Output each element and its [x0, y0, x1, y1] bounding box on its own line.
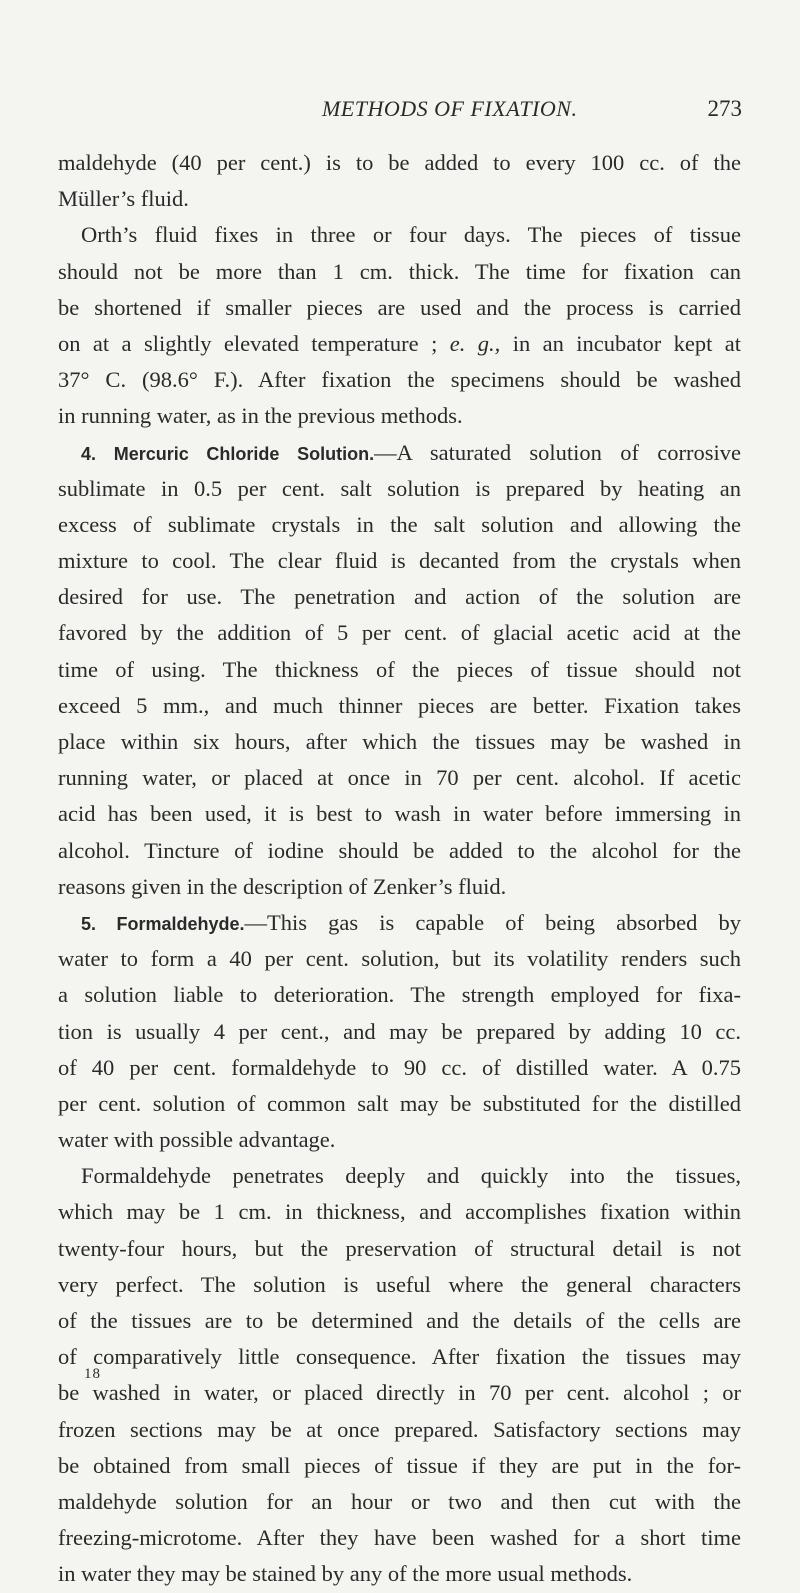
text-line: which may be 1 cm. in thickness, and accomplishes fixation within [58, 1199, 741, 1225]
text-line [58, 435, 741, 471]
text-line: be obtained from small pieces of tissue if they are put in the for- [58, 1452, 741, 1478]
page-number: 273 [707, 96, 742, 121]
text-line: Formaldehyde penetrates deeply and quickly into the tissues, [81, 1163, 741, 1189]
text-line: water to form a 40 per cent. solution, but its volatility renders such [58, 946, 741, 972]
text-line: maldehyde (40 per cent.) is to be added to every 100 cc. of the [58, 150, 741, 175]
text-line: be washed in water, or placed directly in 70 per cent. alcohol ; or [58, 1380, 741, 1406]
text-run: —A saturated solution of corrosive [374, 439, 741, 465]
section-heading: 5. Formaldehyde. [81, 913, 245, 934]
running-head [0, 96, 800, 136]
text-line: of the tissues are to be determined and the details of the cells are [58, 1308, 741, 1333]
text-line: Müller’s fluid. [58, 186, 189, 212]
text-line: running water, or placed at once in 70 per cent. alcohol. If acetic [58, 765, 741, 791]
section-formaldehyde [58, 905, 741, 1158]
signature-mark: 18 [84, 1366, 101, 1382]
text-line: favored by the addition of 5 per cent. of glacial acetic acid at the [58, 620, 741, 646]
section-mercuric-chloride [58, 435, 741, 905]
text-run: in an incubator kept at [512, 330, 742, 356]
text-line: very perfect. The solution is useful where the general characters [58, 1271, 741, 1297]
text-line: excess of sublimate crystals in the salt solution and allowing the [58, 511, 741, 537]
text-line: a solution liable to deterioration. The strength employed for fixa- [58, 982, 741, 1008]
paragraph-formaldehyde-penetration [58, 1158, 741, 1592]
section-heading: 4. Mercuric Chloride Solution. [81, 443, 375, 464]
text-line: maldehyde solution for an hour or two and then cut with the [58, 1488, 741, 1514]
text-line: Orth’s fluid fixes in three or four days. The pieces of tissue [81, 222, 741, 248]
text-line: acid has been used, it is best to wash in water before immersing in [58, 801, 741, 827]
text-line: freezing-microtome. After they have been washed for a short time [58, 1525, 741, 1551]
text-line: sublimate in 0.5 per cent. salt solution is prepared by heating an [58, 475, 741, 501]
text-line: in water they may be stained by any of the more usual methods. [58, 1561, 633, 1587]
text-line: exceed 5 mm., and much thinner pieces are better. Fixation takes [58, 692, 741, 718]
text-line [58, 905, 741, 941]
text-run: —This gas is capable of being absorbed by [244, 909, 742, 935]
text-line: reasons given in the description of Zenker’s fluid. [58, 873, 507, 899]
text-line: in running water, as in the previous methods. [58, 403, 463, 429]
text-line: should not be more than 1 cm. thick. The time for fixation can [58, 258, 741, 284]
text-line: per cent. solution of common salt may be substituted for the distilled [58, 1090, 741, 1116]
running-title: METHODS OF FIXATION. [322, 96, 578, 121]
text-line: alcohol. Tincture of iodine should be added to the alcohol for the [58, 837, 741, 863]
text-line: be shortened if smaller pieces are used and the process is carried [58, 294, 741, 320]
text-run: on at a slightly elevated temperature ; [58, 330, 438, 356]
text-line: of comparatively little consequence. After fixation the tissues may [58, 1344, 741, 1370]
text-line: tion is usually 4 per cent., and may be prepared by adding 10 cc. [58, 1018, 741, 1044]
text-line: mixture to cool. The clear fluid is decanted from the crystals when [58, 548, 741, 574]
text-line: time of using. The thickness of the pieces of tissue should not [58, 656, 741, 682]
paragraph-continuation [58, 145, 741, 217]
text-line: place within six hours, after which the tissues may be washed in [58, 729, 741, 754]
text-line: of 40 per cent. formaldehyde to 90 cc. of distilled water. A 0.75 [58, 1054, 741, 1080]
text-line: desired for use. The penetration and action of the solution are [58, 584, 741, 610]
body-text [58, 145, 741, 1593]
text-line: water with possible advantage. [58, 1127, 336, 1153]
paragraph-orths-fluid [58, 217, 741, 434]
text-line [58, 326, 741, 362]
text-line: twenty-four hours, but the preservation of structural detail is not [58, 1235, 741, 1261]
text-line: frozen sections may be at once prepared. Satisfactory sections may [58, 1416, 741, 1442]
italic-abbrev: e. g., [449, 330, 501, 356]
text-line: 37° C. (98.6° F.). After fixation the specimens should be washed [58, 367, 741, 393]
